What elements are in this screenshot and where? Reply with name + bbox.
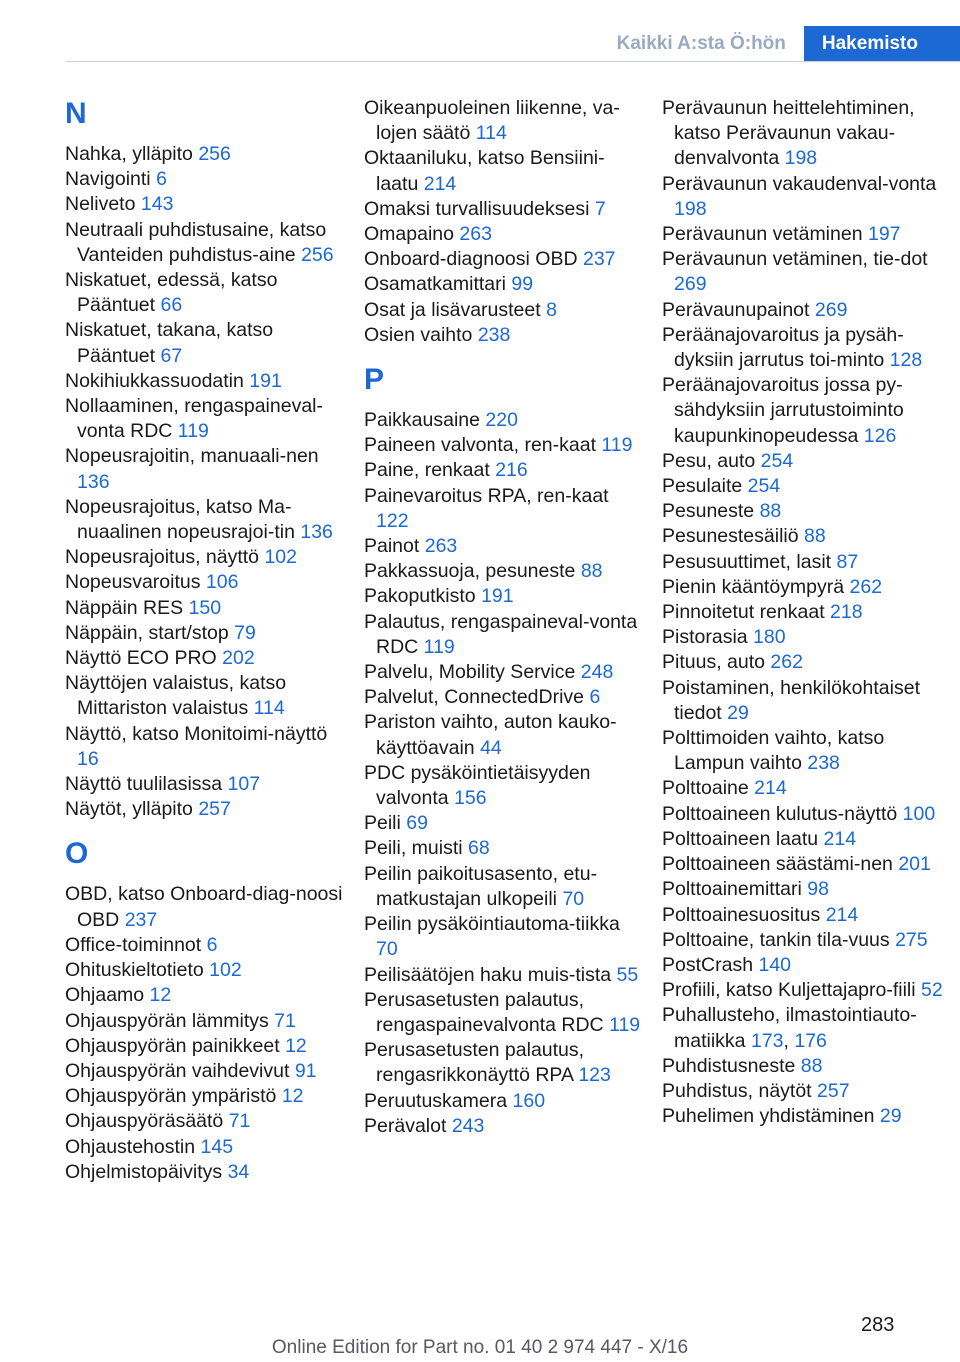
- entry-text: Nopeusvaroitus: [65, 571, 201, 594]
- page-link[interactable]: 191: [481, 585, 514, 608]
- page-link[interactable]: 12: [149, 984, 172, 1007]
- page-link[interactable]: 216: [495, 459, 528, 482]
- page-link[interactable]: 254: [760, 449, 794, 472]
- entry-text: Peilin pysäköintiautoma-tiikka: [364, 913, 620, 936]
- index-entry: [364, 484, 644, 534]
- page-link[interactable]: 262: [849, 575, 883, 598]
- index-entry: [65, 394, 345, 444]
- entry-text: Perusasetusten palautus, rengasrikkonäyttö RPA: [364, 1039, 585, 1087]
- entry-text: Ohjauspyörän vaihdevivut: [65, 1059, 290, 1082]
- entry-text: Poistaminen, henkilökohtaiset tiedot: [662, 676, 920, 724]
- entry-text: Puhallusteho, ilmastointiauto-matiikka: [662, 1004, 917, 1052]
- page-link[interactable]: 237: [582, 248, 616, 271]
- page-link[interactable]: 16: [77, 747, 99, 770]
- index-entry: [662, 449, 952, 474]
- page-link[interactable]: 160: [512, 1089, 546, 1112]
- index-entry: [65, 671, 345, 721]
- entry-text: Nopeusrajoitus, näyttö: [65, 546, 260, 569]
- page-number: 283: [861, 1314, 895, 1336]
- index-entry: [662, 650, 952, 675]
- index-entry: [662, 600, 952, 625]
- entry-text: Palvelu, Mobility Service: [364, 661, 576, 684]
- index-entry: [662, 298, 952, 323]
- index-entry: [662, 903, 952, 928]
- entry-text: Ohjauspyörän ympäristö: [65, 1085, 277, 1108]
- page-link[interactable]: 173: [750, 1029, 784, 1052]
- entry-text: Pistorasia: [662, 626, 748, 649]
- footer-edition: Online Edition for Part no. 01 40 2 974 447 - X/16: [271, 1337, 689, 1358]
- page-link[interactable]: 7: [594, 197, 606, 220]
- index-entry: [65, 933, 345, 958]
- index-entry: [662, 802, 952, 827]
- index-entry: [662, 1079, 952, 1104]
- index-entry: [65, 1160, 345, 1185]
- index-entry: [662, 1054, 952, 1079]
- entry-text: Ohjauspyöräsäätö: [65, 1110, 224, 1133]
- entry-text: Osien vaihto: [364, 323, 473, 346]
- entry-text: Peräänajovaroitus jossa py-sähdyksiin jarrutustoiminto kaupunkinopeudessa: [662, 374, 904, 447]
- entry-text: Niskatuet, takana, katso Pääntuet: [65, 319, 274, 367]
- page-link[interactable]: 88: [759, 500, 782, 523]
- entry-text: Pituus, auto: [662, 651, 765, 674]
- entry-text: Pinnoitetut renkaat: [662, 601, 825, 624]
- index-entry: [364, 534, 644, 559]
- entry-text: Puhdistus, näytöt: [662, 1079, 812, 1102]
- index-entry: [662, 247, 952, 297]
- page-link[interactable]: 119: [423, 635, 455, 658]
- index-entry: [662, 373, 952, 449]
- page-link[interactable]: 29: [879, 1105, 902, 1128]
- entry-text: Painevaroitus RPA, ren-kaat: [364, 484, 609, 507]
- page-link[interactable]: 257: [817, 1079, 850, 1102]
- page-link[interactable]: 238: [807, 752, 840, 775]
- section-letter: P: [364, 363, 385, 397]
- index-entry: [662, 928, 952, 953]
- page-link[interactable]: 114: [475, 122, 507, 145]
- index-entry: [662, 978, 952, 1003]
- index-entry: [662, 323, 952, 373]
- page-link[interactable]: 99: [511, 273, 534, 296]
- entry-text: Polttimoiden vaihto, katso Lampun vaihto: [662, 727, 885, 775]
- page-link[interactable]: 29: [727, 701, 749, 724]
- entry-text: Nokihiukkassuodatin: [65, 369, 244, 392]
- entry-text: Puhelimen yhdistäminen: [662, 1105, 875, 1128]
- page-link[interactable]: 122: [376, 509, 409, 532]
- index-entry: [662, 575, 952, 600]
- page-link[interactable]: 88: [580, 560, 603, 583]
- page-link[interactable]: 69: [406, 812, 428, 835]
- page-link[interactable]: 128: [889, 349, 923, 372]
- entry-text: Pesuneste: [662, 500, 755, 523]
- entry-text: Polttoainemittari: [662, 878, 802, 901]
- page-link[interactable]: 262: [770, 651, 803, 674]
- index-entry: [65, 958, 345, 983]
- index-entry: [364, 1114, 644, 1139]
- page-link[interactable]: 55: [616, 963, 639, 986]
- index-entry: [364, 912, 644, 962]
- entry-text: Osamatkamittari: [364, 273, 506, 296]
- entry-text: Pienin kääntöympyrä: [662, 575, 845, 598]
- index-entry: [65, 772, 345, 797]
- page-link[interactable]: 257: [198, 798, 231, 821]
- index-entry: [364, 197, 644, 222]
- index-column-2: [364, 96, 644, 1139]
- page-link[interactable]: 269: [814, 298, 848, 321]
- entry-text: Nopeusrajoitus, katso Ma-nuaalinen nopeusrajoi-tin: [65, 495, 295, 544]
- page-link[interactable]: 126: [863, 424, 897, 447]
- entry-text: Pakoputkisto: [364, 585, 476, 608]
- entry-text: Pesusuuttimet, lasit: [662, 550, 832, 573]
- page-link[interactable]: 12: [285, 1034, 307, 1057]
- entry-text: Pariston vaihto, auton kauko-käyttöavain: [364, 711, 617, 759]
- page-link[interactable]: 238: [477, 323, 511, 346]
- page-link[interactable]: 269: [674, 273, 707, 296]
- page-link[interactable]: 98: [807, 878, 829, 901]
- entry-text: Omapaino: [364, 223, 454, 246]
- entry-text: Perävalot: [364, 1114, 447, 1137]
- page-link[interactable]: 202: [222, 647, 255, 670]
- entry-text: Palautus, rengaspaineval-vonta RDC: [364, 610, 638, 658]
- page-link[interactable]: 71: [228, 1110, 251, 1133]
- index-entry: [65, 646, 345, 671]
- index-entry: [662, 676, 952, 726]
- index-entry: [364, 988, 644, 1038]
- page-link[interactable]: 150: [188, 596, 222, 619]
- entry-text: Palvelut, ConnectedDrive: [364, 686, 585, 709]
- index-column-1: [65, 96, 345, 1185]
- index-entry: [364, 584, 644, 609]
- page-link[interactable]: 256: [198, 143, 231, 165]
- page-link[interactable]: 52: [921, 979, 943, 1002]
- section-letter: N: [65, 97, 87, 130]
- index-entry: [662, 474, 952, 499]
- index-entry: [65, 797, 345, 822]
- entry-text: Ohjauspyörän lämmitys: [65, 1009, 269, 1032]
- page-link[interactable]: 6: [206, 933, 218, 956]
- entry-text: Perävaunun vakaudenval-vonta: [662, 172, 937, 195]
- page-link[interactable]: 140: [758, 953, 792, 976]
- index-entry: [65, 882, 345, 932]
- index-entry: [65, 1109, 345, 1134]
- page-link[interactable]: 91: [294, 1059, 317, 1082]
- page-link[interactable]: 8: [546, 298, 557, 321]
- index-entry: [65, 167, 345, 192]
- index-entry: [65, 369, 345, 394]
- page-link[interactable]: 102: [209, 959, 242, 982]
- index-entry: [65, 1135, 345, 1160]
- page-link[interactable]: 214: [825, 903, 859, 926]
- page-link[interactable]: 119: [601, 434, 633, 457]
- entry-text: Peruutuskamera: [364, 1089, 508, 1112]
- index-entry: [662, 877, 952, 902]
- entry-text: Paikkausaine: [364, 409, 480, 432]
- entry-text: Peilisäätöjen haku muis-tista: [364, 963, 612, 986]
- index-entry: [65, 621, 345, 646]
- entry-text: OBD, katso Onboard-diag-noosi OBD: [65, 883, 343, 931]
- entry-text: Näyttöjen valaistus, katso Mittariston valaistus: [65, 672, 287, 720]
- page-link[interactable]: 44: [480, 736, 502, 759]
- page-link[interactable]: 136: [77, 470, 110, 493]
- entry-text: Perävaunupainot: [662, 298, 810, 321]
- entry-text: Polttoainesuositus: [662, 903, 821, 926]
- entry-text: Puhdistusneste: [662, 1054, 796, 1077]
- entry-text: Neutraali puhdistusaine, katso Vanteiden puhdistus-aine: [65, 218, 327, 266]
- index-entry: [65, 192, 345, 217]
- index-entry: [364, 610, 644, 660]
- index-entry: [65, 268, 345, 318]
- index-entry: [364, 96, 644, 146]
- index-entry: [65, 495, 345, 545]
- index-entry: [65, 1059, 345, 1084]
- page-link[interactable]: 243: [451, 1114, 485, 1137]
- page-link[interactable]: 156: [454, 787, 487, 810]
- entry-text: PostCrash: [662, 953, 754, 976]
- page-link[interactable]: 197: [867, 223, 901, 246]
- entry-text: Oktaaniluku, katso Bensiini-laatu: [364, 147, 605, 195]
- page-link[interactable]: 254: [747, 475, 781, 498]
- page-link[interactable]: 106: [205, 571, 239, 594]
- index-entry: [662, 953, 952, 978]
- page-link[interactable]: 198: [674, 197, 707, 220]
- header-divider: [66, 61, 960, 62]
- entry-text: Näytöt, ylläpito: [65, 798, 193, 821]
- entry-text: Perävaunun vetäminen, tie-dot: [662, 248, 928, 271]
- entry-text: Perusasetusten palautus, rengaspainevalvonta RDC: [364, 988, 604, 1036]
- index-entry: [662, 172, 952, 222]
- entry-text: Polttoaineen laatu: [662, 827, 819, 850]
- index-entry: [65, 983, 345, 1008]
- entry-text: Painot: [364, 535, 420, 558]
- entry-text: Neliveto: [65, 193, 136, 216]
- page-link[interactable]: 263: [459, 223, 492, 246]
- index-entry: [364, 247, 644, 272]
- entry-text: Näppäin RES: [65, 596, 184, 619]
- entry-text: Perävaunun vetäminen: [662, 223, 863, 246]
- page-link[interactable]: 256: [301, 243, 334, 266]
- entry-text: Näppäin, start/stop: [65, 621, 229, 644]
- index-entry: [662, 776, 952, 801]
- page-link[interactable]: 191: [249, 369, 282, 392]
- entry-text: Navigointi: [65, 168, 151, 191]
- entry-text: Niskatuet, edessä, katso Pääntuet: [65, 269, 278, 317]
- entry-text: Pesunestesäiliö: [662, 525, 799, 548]
- page-link[interactable]: 248: [580, 661, 614, 684]
- entry-text: Peili, muisti: [364, 837, 463, 860]
- entry-text: Nahka, ylläpito: [65, 143, 193, 165]
- entry-text: Ohjelmistopäivitys: [65, 1160, 223, 1183]
- page-link[interactable]: 67: [160, 344, 183, 367]
- page-link[interactable]: 70: [376, 938, 398, 961]
- page-link[interactable]: 70: [562, 887, 585, 910]
- index-entry: [364, 408, 644, 433]
- section-letter: O: [65, 837, 89, 871]
- entry-text: Paine, renkaat: [364, 459, 490, 482]
- page-link[interactable]: 237: [124, 908, 158, 931]
- index-entry: [662, 827, 952, 852]
- index-entry: [364, 298, 644, 323]
- page-link[interactable]: 176: [794, 1029, 827, 1052]
- page-link[interactable]: 102: [264, 546, 297, 569]
- index-entry: [364, 272, 644, 297]
- page-link[interactable]: 71: [274, 1009, 296, 1032]
- index-column-3: [662, 96, 952, 1129]
- page-link[interactable]: 6: [156, 168, 167, 191]
- index-entry: [65, 596, 345, 621]
- index-entry: [662, 222, 952, 247]
- index-entry: [65, 142, 345, 167]
- header-tabs: [599, 26, 960, 62]
- index-entry: [662, 852, 952, 877]
- page-link[interactable]: 66: [160, 294, 183, 317]
- entry-text: Ohjaustehostin: [65, 1135, 196, 1158]
- index-entry: [662, 625, 952, 650]
- entry-text: Ohjaamo: [65, 984, 145, 1007]
- page-link[interactable]: 214: [423, 172, 457, 195]
- page-link[interactable]: 201: [898, 853, 931, 876]
- index-entry: [364, 1089, 644, 1114]
- page-link[interactable]: 68: [468, 837, 490, 860]
- index-entry: [364, 146, 644, 196]
- entry-text: Näyttö tuulilasissa: [65, 773, 223, 796]
- page-link[interactable]: 275: [895, 928, 928, 951]
- index-entry: [65, 218, 345, 268]
- index-entry: [364, 559, 644, 584]
- page-link[interactable]: 214: [823, 827, 857, 850]
- entry-text: Ohituskieltotieto: [65, 959, 204, 982]
- index-entry: [65, 318, 345, 368]
- index-entry: [364, 836, 644, 861]
- page-link[interactable]: 119: [177, 420, 209, 443]
- page-link[interactable]: 34: [227, 1160, 250, 1183]
- entry-text: Polttoaine: [662, 777, 749, 800]
- index-entry: [364, 323, 644, 348]
- page-link[interactable]: 143: [140, 193, 174, 216]
- index-entry: [65, 722, 345, 772]
- index-entry: [662, 1104, 952, 1129]
- index-entry: [364, 1038, 644, 1088]
- entry-text: Peräänajovaroitus ja pysäh-dyksiin jarrutus toi-minto: [662, 323, 904, 372]
- index-entry: [65, 545, 345, 570]
- entry-text: Polttoaineen kulutus-näyttö: [662, 802, 898, 825]
- page-link[interactable]: 79: [234, 621, 256, 644]
- entry-text: Peilin paikoitusasento, etu-matkustajan ulkopeili: [364, 862, 598, 910]
- entry-text: Polttoaine, tankin tila-vuus: [662, 928, 890, 951]
- page-link[interactable]: 6: [589, 686, 601, 709]
- entry-text: Polttoaineen säästämi-nen: [662, 853, 893, 876]
- page-link[interactable]: 220: [485, 409, 518, 432]
- index-entry: [364, 222, 644, 247]
- entry-text: Pesu, auto: [662, 449, 756, 472]
- index-entry: Puhallusteho, ilmastointiauto-matiikka 173, 176: [662, 1004, 917, 1052]
- index-entry: [364, 433, 644, 458]
- index-entry: [364, 710, 644, 760]
- entry-text: Perävaunun heittelehtiminen, katso Perävaunun vakau-denvalvonta: [662, 97, 915, 170]
- entry-text: Paineen valvonta, ren-kaat: [364, 434, 596, 457]
- entry-text: Profiili, katso Kuljettajapro-fiili: [662, 979, 916, 1002]
- page-link[interactable]: 87: [836, 550, 859, 573]
- page-link[interactable]: 88: [804, 525, 826, 548]
- index-entry: [662, 726, 952, 776]
- entry-text: Onboard-diagnoosi OBD: [364, 248, 578, 271]
- page-link[interactable]: 100: [902, 802, 936, 825]
- page-link[interactable]: 180: [753, 626, 786, 649]
- index-entry: [662, 550, 952, 575]
- entry-text: Pakkassuoja, pesuneste: [364, 560, 576, 583]
- index-entry: [662, 499, 952, 524]
- index-entry: [65, 570, 345, 595]
- tab-index[interactable]: Hakemisto: [804, 26, 960, 62]
- index-entry: [65, 1034, 345, 1059]
- index-entry: [364, 660, 644, 685]
- page-link[interactable]: 12: [281, 1085, 304, 1108]
- index-entry: [364, 963, 644, 988]
- entry-text: Näyttö, katso Monitoimi-näyttö: [65, 722, 328, 745]
- entry-text: Nopeusrajoitin, manuaali-nen: [65, 445, 319, 468]
- entry-text: Ohjauspyörän painikkeet: [65, 1034, 280, 1057]
- index-entry: [65, 1084, 345, 1109]
- entry-text: Omaksi turvallisuudeksesi: [364, 197, 590, 220]
- page-link[interactable]: 88: [800, 1054, 823, 1077]
- entry-text: Oikeanpuoleinen liikenne, va-lojen säätö: [364, 97, 620, 145]
- index-entry: [364, 458, 644, 483]
- page-link[interactable]: 114: [253, 697, 285, 720]
- index-entry: [65, 444, 345, 494]
- page-link[interactable]: 198: [784, 147, 818, 170]
- page-link[interactable]: 263: [424, 535, 458, 558]
- page-link[interactable]: 123: [578, 1064, 611, 1087]
- index-entry: [364, 685, 644, 710]
- index-entry: [662, 96, 952, 172]
- entry-text: Pesulaite: [662, 475, 743, 498]
- page-link[interactable]: 107: [227, 773, 261, 796]
- page-link[interactable]: 218: [830, 601, 863, 624]
- page-link[interactable]: 214: [754, 777, 787, 800]
- entry-text: Peili: [364, 812, 401, 835]
- index-entry: [364, 761, 644, 811]
- index-entry: [364, 862, 644, 912]
- index-entry: [65, 1009, 345, 1034]
- entry-text: PDC pysäköintietäisyyden valvonta: [364, 761, 591, 810]
- tab-all-a-to-z[interactable]: Kaikki A:sta Ö:hön: [599, 26, 804, 62]
- entry-text: Office-toiminnot: [65, 933, 202, 956]
- entry-text: Osat ja lisävarusteet: [364, 298, 541, 321]
- page-link[interactable]: 119: [609, 1013, 641, 1036]
- entry-text: Nollaaminen, rengaspaineval-vonta RDC: [65, 395, 323, 443]
- page-link[interactable]: 136: [300, 521, 333, 544]
- index-entry: [662, 524, 952, 549]
- entry-text: Näyttö ECO PRO: [65, 647, 217, 670]
- index-entry: [364, 811, 644, 836]
- page-link[interactable]: 145: [200, 1135, 234, 1158]
